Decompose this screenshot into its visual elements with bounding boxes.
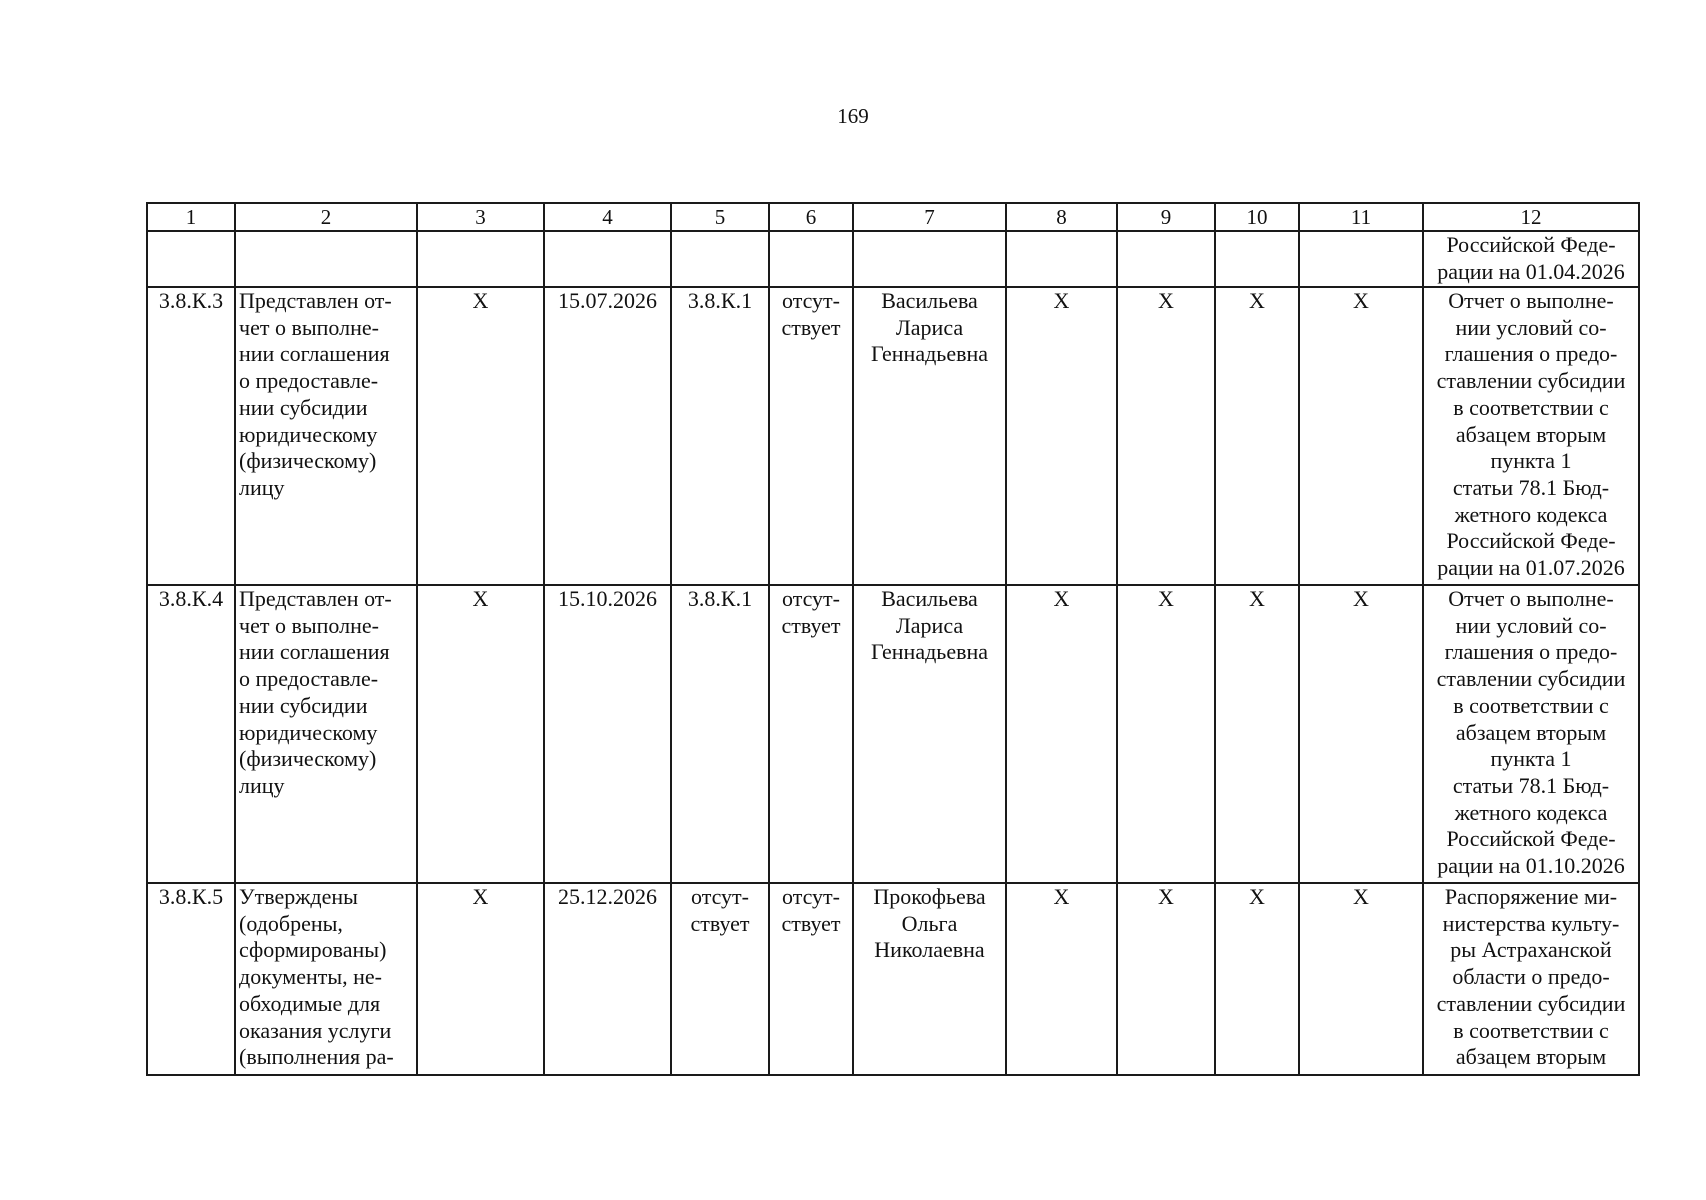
x-mark: Х: [1117, 287, 1215, 585]
text-line: обходимые для: [239, 990, 381, 1016]
plan-table: [146, 202, 1640, 1076]
text-line: нии субсидии: [239, 394, 368, 420]
text-line: о предоставле-: [239, 666, 379, 692]
x-mark: Х: [1117, 883, 1215, 1075]
responsible-person: [853, 585, 1006, 883]
due-date: 25.12.2026: [544, 883, 671, 1075]
text-line: статьи 78.1 Бюд-: [1452, 772, 1610, 798]
x-mark: Х: [1215, 585, 1299, 883]
x-mark: Х: [1117, 585, 1215, 883]
due-date: 15.10.2026: [544, 585, 671, 883]
column-number: 11: [1299, 203, 1423, 231]
x-mark: Х: [1006, 287, 1117, 585]
control-point-number: 3.8.К.4: [147, 585, 235, 883]
text-line: Отчет о выполне-: [1448, 586, 1614, 611]
text-line: ставлении субсидии: [1436, 990, 1626, 1016]
column-6-cell: [769, 883, 853, 1075]
x-mark: Х: [1299, 287, 1423, 585]
column-number: 12: [1423, 203, 1639, 231]
text-line: чет о выполне-: [239, 612, 379, 638]
empty-cell: [1299, 231, 1423, 287]
text-line: жетного кодекса: [1454, 501, 1608, 527]
empty-cell: [1215, 231, 1299, 287]
text-line: отсут-: [781, 884, 840, 909]
control-point-title: [235, 287, 417, 585]
column-6-cell: [769, 585, 853, 883]
column-number: 7: [853, 203, 1006, 231]
empty-cell: [769, 231, 853, 287]
text-line: лицу: [239, 474, 285, 500]
text-line: абзацем вторым: [1455, 421, 1607, 447]
column-number: 1: [147, 203, 235, 231]
text-line: ставлении субсидии: [1436, 368, 1626, 394]
text-line: рации на 01.04.2026: [1437, 258, 1625, 284]
x-mark: Х: [1215, 883, 1299, 1075]
result-cell: [1423, 585, 1639, 883]
empty-cell: [853, 231, 1006, 287]
text-line: Представлен от-: [239, 586, 392, 611]
empty-cell: [235, 231, 417, 287]
text-line: (физическому): [239, 746, 377, 772]
empty-cell: [1117, 231, 1215, 287]
text-line: Васильева: [881, 586, 978, 611]
text-line: нистерства культу-: [1442, 910, 1620, 936]
column-number: 2: [235, 203, 417, 231]
empty-cell: [1006, 231, 1117, 287]
text-line: чет о выполне-: [239, 314, 379, 340]
text-line: Николаевна: [874, 937, 985, 963]
table-row: [147, 883, 1639, 1075]
text-line: ствует: [781, 910, 841, 936]
text-line: жетного кодекса: [1454, 799, 1608, 825]
text-line: пункта 1: [1490, 746, 1572, 772]
empty-cell: [544, 231, 671, 287]
text-line: нии условий со-: [1455, 314, 1607, 340]
text-line: Ольга: [901, 910, 958, 936]
responsible-person: [853, 287, 1006, 585]
x-mark: Х: [1215, 287, 1299, 585]
predecessor: [671, 883, 769, 1075]
text-line: ствует: [781, 314, 841, 340]
text-line: ры Астраханской: [1450, 937, 1612, 963]
text-line: сформированы): [239, 937, 387, 963]
text-line: Отчет о выполне-: [1448, 288, 1614, 313]
text-line: абзацем вторым: [1455, 1044, 1607, 1070]
text-line: отсут-: [690, 884, 749, 909]
text-line: статьи 78.1 Бюд-: [1452, 474, 1610, 500]
control-point-title: [235, 585, 417, 883]
text-line: юридическому: [239, 421, 378, 447]
text-line: Распоряжение ми-: [1444, 884, 1618, 909]
text-line: в соответствии с: [1453, 692, 1609, 718]
column-6-cell: [769, 287, 853, 585]
text-line: области о предо-: [1452, 964, 1610, 990]
text-line: Представлен от-: [239, 288, 392, 313]
column-number: 4: [544, 203, 671, 231]
text-line: абзацем вторым: [1455, 719, 1607, 745]
predecessor: 3.8.К.1: [671, 287, 769, 585]
predecessor: 3.8.К.1: [671, 585, 769, 883]
due-date: 15.07.2026: [544, 287, 671, 585]
text-line: в соответствии с: [1453, 394, 1609, 420]
text-line: Российской Феде-: [1446, 528, 1616, 554]
empty-cell: [147, 231, 235, 287]
x-mark: Х: [417, 585, 544, 883]
result-cell: [1423, 883, 1639, 1075]
text-line: глашения о предо-: [1444, 639, 1618, 665]
column-number: 8: [1006, 203, 1117, 231]
text-line: глашения о предо-: [1444, 341, 1618, 367]
text-line: оказания услуги: [239, 1017, 392, 1043]
responsible-person: [853, 883, 1006, 1075]
text-line: отсут-: [781, 586, 840, 611]
result-cell: [1423, 231, 1639, 287]
result-cell: [1423, 287, 1639, 585]
column-number: 10: [1215, 203, 1299, 231]
text-line: Васильева: [881, 288, 978, 313]
text-line: юридическому: [239, 719, 378, 745]
text-line: Российской Феде-: [1446, 232, 1616, 257]
text-line: ствует: [781, 612, 841, 638]
column-number: 3: [417, 203, 544, 231]
text-line: Российской Феде-: [1446, 826, 1616, 852]
text-line: Геннадьевна: [870, 341, 989, 367]
text-line: Геннадьевна: [870, 639, 989, 665]
text-line: ставлении субсидии: [1436, 666, 1626, 692]
text-line: Лариса: [895, 612, 964, 638]
text-line: нии соглашения: [239, 639, 390, 665]
empty-cell: [417, 231, 544, 287]
x-mark: Х: [1299, 883, 1423, 1075]
table-row: [147, 287, 1639, 585]
text-line: Прокофьева: [873, 884, 986, 909]
continuation-row: [147, 231, 1639, 287]
text-line: (одобрены,: [239, 910, 343, 936]
text-line: нии соглашения: [239, 341, 390, 367]
text-line: пункта 1: [1490, 448, 1572, 474]
text-line: в соответствии с: [1453, 1017, 1609, 1043]
column-number-row: [147, 203, 1639, 231]
column-number: 5: [671, 203, 769, 231]
x-mark: Х: [417, 883, 544, 1075]
text-line: о предоставле-: [239, 368, 379, 394]
text-line: рации на 01.07.2026: [1437, 555, 1625, 581]
column-number: 9: [1117, 203, 1215, 231]
page-number: 169: [837, 104, 869, 128]
control-point-number: 3.8.К.3: [147, 287, 235, 585]
control-point-title: [235, 883, 417, 1075]
x-mark: Х: [1006, 883, 1117, 1075]
text-line: Утверждены: [239, 884, 358, 909]
text-line: нии условий со-: [1455, 612, 1607, 638]
text-line: документы, не-: [239, 964, 382, 990]
text-line: отсут-: [781, 288, 840, 313]
empty-cell: [671, 231, 769, 287]
text-line: нии субсидии: [239, 692, 368, 718]
x-mark: Х: [1299, 585, 1423, 883]
table-row: [147, 585, 1639, 883]
text-line: лицу: [239, 772, 285, 798]
x-mark: Х: [1006, 585, 1117, 883]
control-point-number: 3.8.К.5: [147, 883, 235, 1075]
text-line: рации на 01.10.2026: [1437, 853, 1625, 879]
column-number: 6: [769, 203, 853, 231]
text-line: (физическому): [239, 448, 377, 474]
text-line: ствует: [690, 910, 750, 936]
text-line: (выполнения ра-: [239, 1044, 394, 1070]
x-mark: Х: [417, 287, 544, 585]
text-line: Лариса: [895, 314, 964, 340]
